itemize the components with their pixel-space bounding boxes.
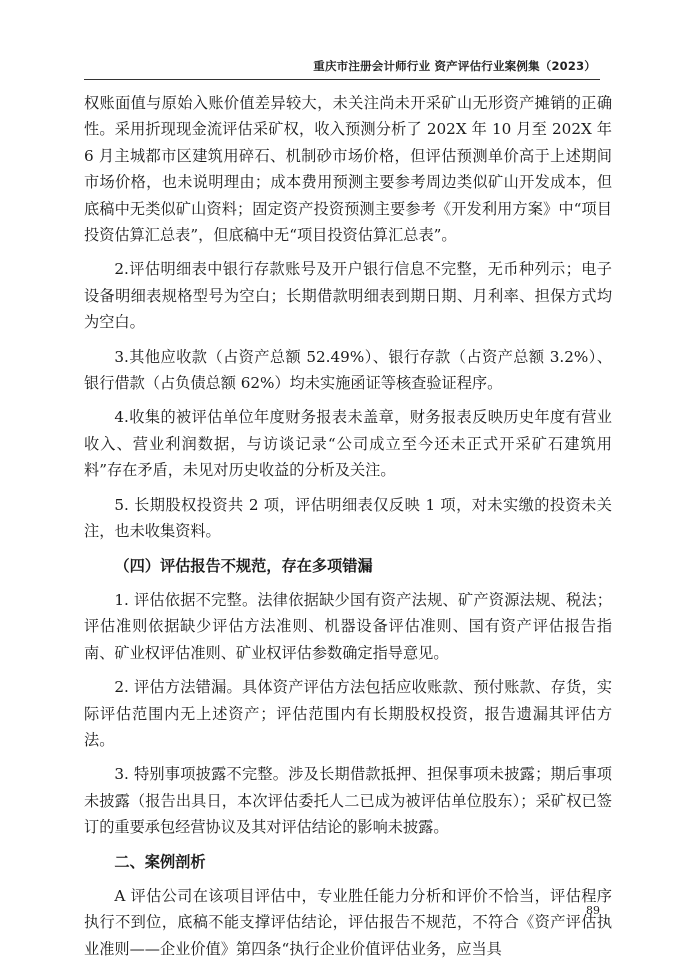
paragraph-report-3: 3. 特别事项披露不完整。涉及长期借款抵押、担保事项未披露；期后事项未披露（报告出具日，本次评估委托人二已成为被评估单位股东）；采矿权已签订的重要承包经营协议及其对评估结论的影响未披露。 (84, 765, 612, 837)
section-heading-analysis: 二、案例剖析 (114, 852, 206, 871)
paragraph-continued: 权账面值与原始入账价值差异较大，未关注尚未开采矿山无形资产摊销的正确性。采用折现现金流评估采矿权，收入预测分析了 202X 年 10 月至 202X 年 6 月主城都市区建筑用碎石、机制砂市场价格，但评估预测单价高于上述期间市场价格，也未说明理由；成本费用预测主要参考周边类似矿山开发成本，但底稿中无类似矿山资料；固定资产投资预测主要参考《开发利用方案》中“项目投资估算汇总表”，但底稿中无“项目投资估算汇总表”。 (84, 94, 612, 245)
paragraph-report-1: 1. 评估依据不完整。法律依据缺少国有资产法规、矿产资源法规、税法；评估准则依据缺少评估方法准则、机器设备评估准则、国有资产评估报告指南、矿业权评估准则、矿业权评估参数确定指导意见。 (84, 590, 612, 662)
paragraph-analysis: A 评估公司在该项目评估中，专业胜任能力分析和评价不恰当，评估程序执行不到位，底稿不能支撑评估结论，评估报告不规范，不符合《资产评估执业准则——企业价值》第四条“执行企业价值评估业务，应当具 (84, 886, 612, 958)
section-heading-4: （四）评估报告不规范，存在多项错漏 (114, 556, 373, 575)
paragraph-item-5: 5. 长期股权投资共 2 项，评估明细表仅反映 1 项，对未实缴的投资未关注，也未收集资料。 (84, 495, 612, 541)
paragraph-item-4: 4.收集的被评估单位年度财务报表未盖章，财务报表反映历史年度有营业收入、营业利润数据，与访谈记录“公司成立至今还未正式开采矿石建筑用料”存在矛盾，未见对历史收益的分析及关注。 (84, 408, 612, 480)
page-number: 89 (586, 904, 600, 917)
running-header: 重庆市注册会计师行业 资产评估行业案例集（2023） (313, 59, 596, 73)
body-content (84, 90, 612, 970)
paragraph-item-2: 2.评估明细表中银行存款账号及开户银行信息不完整，无币种列示；电子设备明细表规格型号为空白；长期借款明细表到期日期、月利率、担保方式均为空白。 (84, 260, 612, 332)
header-rule (84, 79, 600, 80)
paragraph-item-3: 3.其他应收款（占资产总额 52.49%）、银行存款（占资产总额 3.2%）、银行借款（占负债总额 62%）均未实施函证等核查验证程序。 (84, 347, 612, 393)
paragraph-report-2: 2. 评估方法错漏。具体资产评估方法包括应收账款、预付账款、存货，实际评估范围内无上述资产；评估范围内有长期股权投资，报告遗漏其评估方法。 (84, 678, 612, 749)
